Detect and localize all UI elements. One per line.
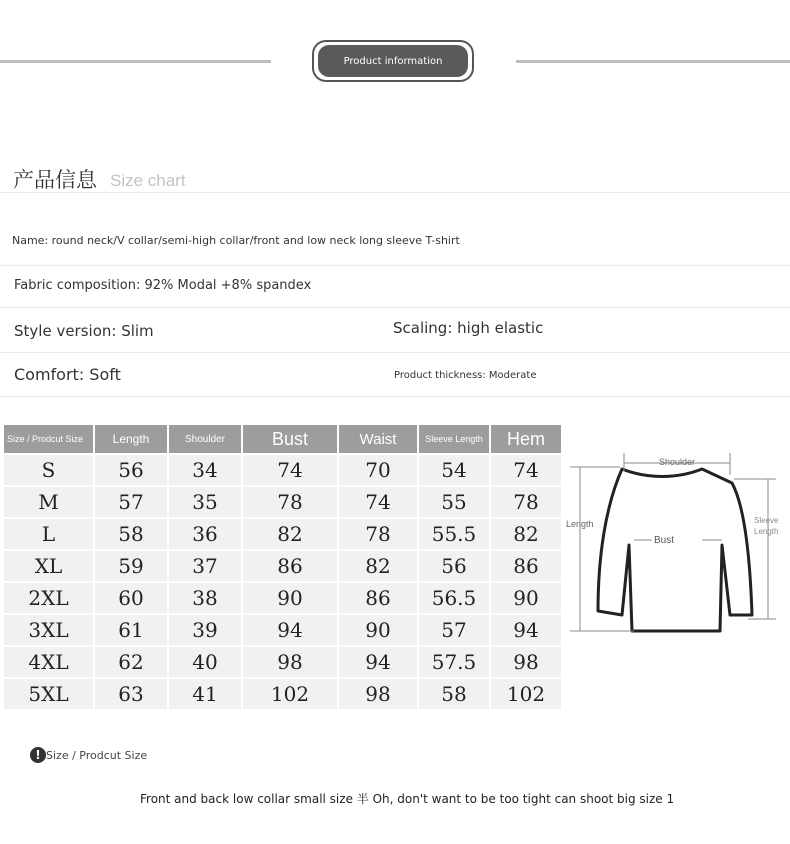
size-cell: 5XL — [4, 679, 93, 709]
shoulder-cell: 36 — [169, 519, 241, 549]
divider — [0, 265, 790, 266]
length-cell: 57 — [95, 487, 167, 517]
hem-cell: 102 — [491, 679, 561, 709]
table-row — [4, 519, 561, 549]
length-cell: 62 — [95, 647, 167, 677]
note-text: Front and back low collar small size 半 Oh, don't want to be too tight can shoot big size 1 — [140, 792, 675, 806]
header-line-left — [0, 60, 271, 63]
length-label: Length — [566, 519, 594, 529]
sleeve-cell: 58 — [419, 679, 489, 709]
shirt-outline-icon — [598, 469, 752, 631]
table-row — [4, 455, 561, 485]
header-hem: Hem — [491, 425, 561, 453]
sleeve-length-label: Sleeve — [754, 516, 779, 525]
scaling: Scaling: high elastic — [393, 319, 544, 337]
garment-diagram — [562, 445, 788, 660]
header-waist: Waist — [339, 425, 417, 453]
waist-cell: 70 — [339, 455, 417, 485]
header-size: Size / Prodcut Size — [4, 425, 93, 453]
bust-cell: 82 — [243, 519, 337, 549]
bust-label: Bust — [654, 535, 675, 546]
fabric-composition: Fabric composition: 92% Modal +8% spandex — [14, 278, 312, 293]
length-cell: 58 — [95, 519, 167, 549]
shoulder-cell: 41 — [169, 679, 241, 709]
size-cell: 4XL — [4, 647, 93, 677]
sleeve-cell: 55.5 — [419, 519, 489, 549]
sleeve-cell: 57 — [419, 615, 489, 645]
hem-cell: 94 — [491, 615, 561, 645]
size-cell: XL — [4, 551, 93, 581]
comfort: Comfort: Soft — [14, 365, 121, 384]
waist-cell: 82 — [339, 551, 417, 581]
length-cell: 63 — [95, 679, 167, 709]
hem-cell: 90 — [491, 583, 561, 613]
shoulder-cell: 38 — [169, 583, 241, 613]
hem-cell: 98 — [491, 647, 561, 677]
header-length: Length — [95, 425, 167, 453]
sleeve-cell: 56.5 — [419, 583, 489, 613]
product-name: Name: round neck/V collar/semi-high collar/front and low neck long sleeve T-shirt — [12, 234, 460, 247]
bust-cell: 86 — [243, 551, 337, 581]
table-row — [4, 487, 561, 517]
divider — [0, 396, 790, 397]
shoulder-label: Shoulder — [659, 457, 696, 467]
table-header-row — [4, 425, 561, 453]
table-row — [4, 583, 561, 613]
hem-cell: 86 — [491, 551, 561, 581]
header-line-right — [516, 60, 790, 63]
waist-cell: 90 — [339, 615, 417, 645]
size-cell: L — [4, 519, 93, 549]
bust-cell: 94 — [243, 615, 337, 645]
waist-cell: 86 — [339, 583, 417, 613]
length-cell: 56 — [95, 455, 167, 485]
table-row — [4, 679, 561, 709]
shoulder-cell: 35 — [169, 487, 241, 517]
shoulder-cell: 37 — [169, 551, 241, 581]
exclamation-icon: ! — [30, 747, 46, 763]
divider — [0, 307, 790, 308]
size-cell: M — [4, 487, 93, 517]
sleeve-cell: 55 — [419, 487, 489, 517]
section-title-en: Size chart — [110, 171, 186, 190]
shoulder-cell: 34 — [169, 455, 241, 485]
size-cell: 2XL — [4, 583, 93, 613]
size-cell: 3XL — [4, 615, 93, 645]
table-row — [4, 615, 561, 645]
bust-cell: 90 — [243, 583, 337, 613]
section-title-zh: 产品信息 — [13, 168, 97, 192]
hem-cell: 78 — [491, 487, 561, 517]
sleeve-cell: 54 — [419, 455, 489, 485]
hem-cell: 74 — [491, 455, 561, 485]
shoulder-cell: 39 — [169, 615, 241, 645]
length-cell: 60 — [95, 583, 167, 613]
header-shoulder: Shoulder — [169, 425, 241, 453]
divider — [0, 352, 790, 353]
bust-cell: 102 — [243, 679, 337, 709]
shoulder-cell: 40 — [169, 647, 241, 677]
sleeve-cell: 57.5 — [419, 647, 489, 677]
table-row — [4, 551, 561, 581]
bust-cell: 78 — [243, 487, 337, 517]
waist-cell: 98 — [339, 679, 417, 709]
length-cell: 59 — [95, 551, 167, 581]
waist-cell: 78 — [339, 519, 417, 549]
table-row — [4, 647, 561, 677]
waist-cell: 94 — [339, 647, 417, 677]
note-label: Size / Prodcut Size — [46, 749, 148, 762]
product-thickness: Product thickness: Moderate — [394, 370, 537, 381]
product-information-badge: Product information — [318, 45, 468, 77]
bust-cell: 74 — [243, 455, 337, 485]
sleeve-length-label-2: Length — [754, 527, 779, 536]
sleeve-cell: 56 — [419, 551, 489, 581]
hem-cell: 82 — [491, 519, 561, 549]
header-bust: Bust — [243, 425, 337, 453]
size-cell: S — [4, 455, 93, 485]
length-cell: 61 — [95, 615, 167, 645]
divider — [0, 192, 790, 193]
bust-cell: 98 — [243, 647, 337, 677]
style-version: Style version: Slim — [14, 322, 154, 340]
size-table — [2, 423, 563, 711]
header-sleeve-length: Sleeve Length — [419, 425, 489, 453]
waist-cell: 74 — [339, 487, 417, 517]
